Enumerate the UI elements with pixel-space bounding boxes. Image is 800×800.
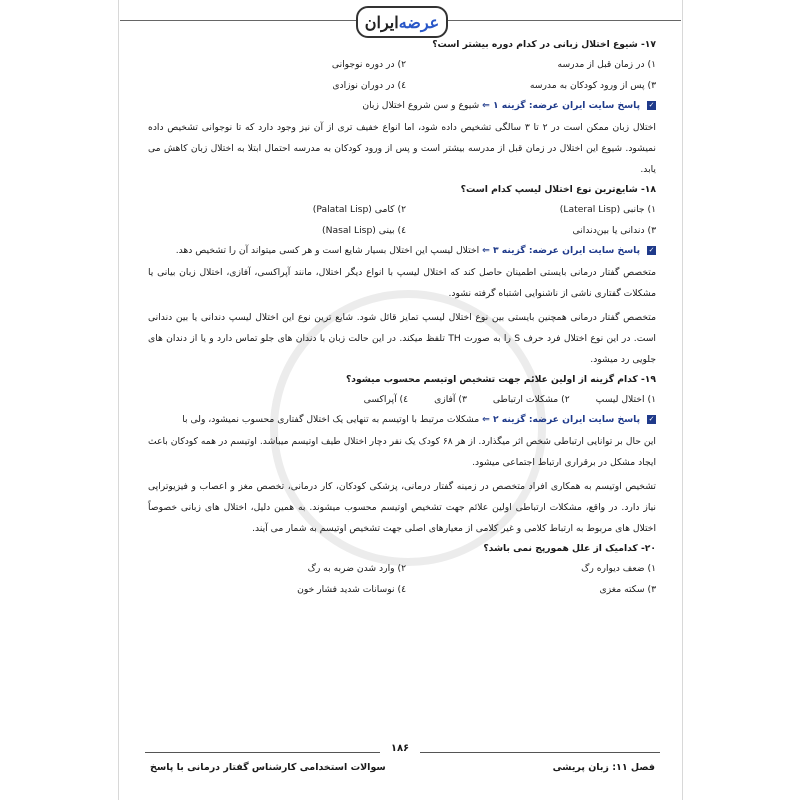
q17-explanation: اختلال زبان ممکن است در ۲ تا ۳ سالگی تشخیص داده شود، اما انواع خفیف تری از آن نیز وجود دارد که تا نوجوانی تشخیص داده نمیشود. شیوع این اختلال در زمان قبل از مدرسه بیشتر است و پس از ورود کودکان به مدرسه احتمال ابتلا به اختلال زبان کاهش می یابد. (148, 122, 656, 175)
site-logo (356, 6, 448, 38)
page-content (148, 38, 656, 597)
page-footer (150, 762, 655, 782)
q20-options-row2 (148, 583, 656, 597)
q17-answer-topic: شیوع و سن شروع اختلال زبان (362, 100, 480, 111)
question-18: ۱۸- شایع‌ترین نوع اختلال لیسپ کدام است؟ (460, 184, 656, 195)
q20-option-3: ۳) سکته مغزی (599, 584, 656, 595)
q17-option-1: ۱) در زمان قبل از مدرسه (557, 59, 656, 70)
q17-option-3: ۳) پس از ورود کودکان به مدرسه (529, 80, 656, 91)
checkbox-icon: ✓ (648, 246, 655, 254)
checkbox-icon: ✓ (648, 415, 655, 423)
question-17: ۱۷- شیوع اختلال زبانی در کدام دوره بیشتر است؟ (432, 39, 656, 50)
q19-explanation-1: این حال بر توانایی ارتباطی شخص اثر میگذارد. از هر ۶۸ کودک یک نفر دچار اختلال طیف اوتیسم میباشد. اوتیسم در همه کودکان باعث ایجاد مشکل در برقراری ارتباط اجتماعی میشود. (148, 436, 656, 468)
q19-option-2: ۲) مشکلات ارتباطی (492, 394, 570, 405)
q20-options-row1 (148, 562, 656, 576)
footer-chapter: فصل ۱۱: زبان پریشی (552, 762, 655, 773)
q19-answer-label: پاسخ سایت ایران عرضه: گزینه ۲ ⇐ (482, 414, 641, 425)
q18-options-row2 (148, 224, 656, 238)
q18-option-2: ۲) کامی (Palatal Lisp) (312, 204, 406, 215)
q17-answer-header (148, 99, 656, 113)
q17-options-row1 (148, 58, 656, 72)
page-number: ۱۸۶ (380, 743, 420, 754)
q19-option-1: ۱) اختلال لیسپ (595, 394, 656, 405)
q19-answer-header (148, 413, 656, 427)
q18-options-row1 (148, 203, 656, 217)
q18-option-4: ٤) بینی (Nasal Lisp) (322, 225, 406, 236)
q19-answer-topic: مشکلات مرتبط با اوتیسم به تنهایی یک اختلال گفتاری محسوب نمیشود، ولی با (182, 414, 480, 425)
q18-answer-label: پاسخ سایت ایران عرضه: گزینه ۳ ⇐ (482, 245, 641, 256)
q19-explanation-2: تشخیص اوتیسم به همکاری افراد متخصص در زمینه گفتار درمانی، پزشکی کودکان، کار درمانی، تخصص مغز و اعصاب و فیزیوتراپی نیاز دارد. در واقع، مشکلات ارتباطی اولین علائم جهت تشخیص اوتیسم محسوب میشوند. به همین دلیل، اختلال های زبانی خصوصاً اختلال های مربوط به ارتباط کلامی و غیر کلامی از معیارهای اصلی جهت تشخیص اوتیسم به شمار می آیند. (148, 481, 656, 534)
page-border-left (118, 0, 119, 800)
q18-answer-topic: اختلال لیسپ این اختلال بسیار شایع است و هر کسی میتواند آن را تشخیص دهد. (175, 245, 480, 256)
checkbox-icon: ✓ (648, 101, 655, 109)
q20-option-1: ۱) ضعف دیواره رگ (581, 563, 656, 574)
question-19: ۱۹- کدام گزینه از اولین علائم جهت تشخیص اوتیسم محسوب میشود؟ (345, 374, 656, 385)
q20-option-2: ۲) وارد شدن ضربه به رگ (307, 563, 406, 574)
q17-options-row2 (148, 79, 656, 93)
q18-option-3: ۳) دندانی یا بین‌دندانی (572, 225, 656, 236)
logo-text-part1: ایران (364, 12, 399, 32)
q18-option-1: ۱) جانبی (Lateral Lisp) (559, 204, 656, 215)
logo-text-part2: عرضه (398, 12, 440, 32)
q17-option-4: ٤) در دوران نوزادی (332, 80, 406, 91)
q19-option-4: ٤) آپراکسی (363, 394, 409, 405)
q17-option-2: ۲) در دوره نوجوانی (331, 59, 406, 70)
q19-option-3: ۳) آفازی (434, 394, 467, 405)
q19-options (148, 393, 656, 407)
question-20: ۲۰- کدامیک از علل همورپج نمی باشد؟ (483, 543, 656, 554)
q18-explanation-2: متخصص گفتار درمانی همچنین بایستی بین نوع اختلال لیسپ تمایز قائل شود. شایع ترین نوع این اختلال لیسپ دندانی یا بین دندانی است. در این نوع اختلال فرد حرف S را به صورت TH تلفظ میکند. در این حالت زبان با دندان های جلو تماس دارد و یا از دندان های جلویی رد میشود. (148, 312, 656, 365)
q17-answer-label: پاسخ سایت ایران عرضه: گزینه ۱ ⇐ (482, 100, 641, 111)
q18-answer-header (148, 244, 656, 258)
q20-option-4: ٤) نوسانات شدید فشار خون (297, 584, 406, 595)
page-border-right (682, 0, 683, 800)
footer-book-title: سوالات استخدامی کارشناس گفتار درمانی با پاسخ (150, 762, 386, 773)
q18-explanation-1: متخصص گفتار درمانی بایستی اطمینان حاصل کند که اختلال لیسپ با انواع دیگر اختلال، مانند آپراکسی، آفازی، اختلال زبان بیانی یا مشکلات گفتاری ناشی از ناشنوایی اشتباه گرفته نشود. (148, 267, 656, 299)
